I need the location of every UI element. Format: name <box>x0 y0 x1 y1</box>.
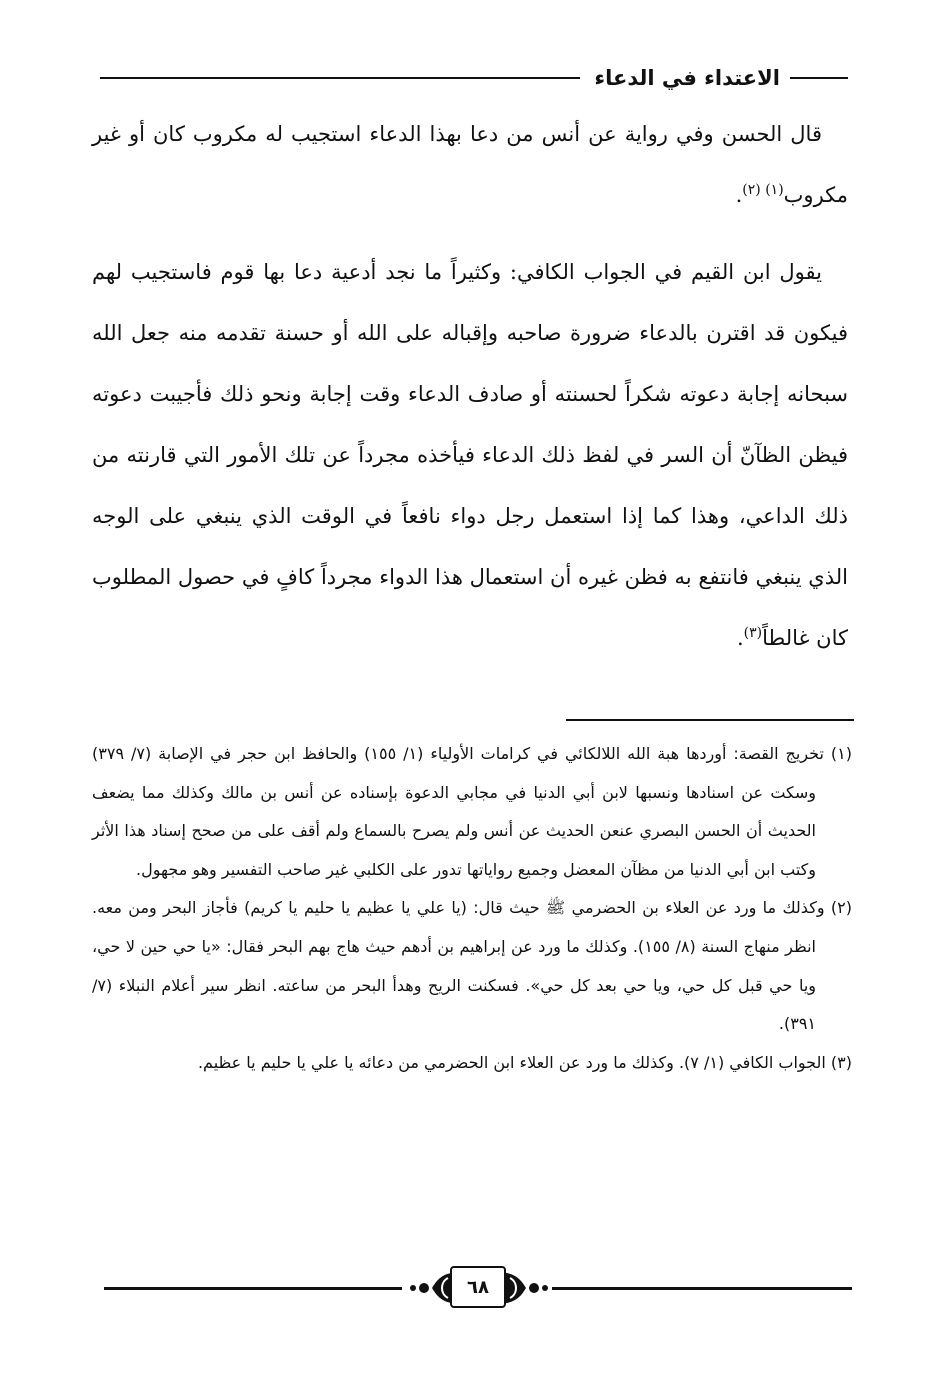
footer-rule-left <box>104 1287 402 1290</box>
main-text <box>92 104 848 669</box>
paragraph-1 <box>92 104 848 226</box>
footnote-2-label: (٢) <box>830 898 852 918</box>
footnote-2 <box>92 889 852 1043</box>
footer-rule-right <box>552 1287 852 1290</box>
paragraph-1-text: قال الحسن وفي رواية عن أنس من دعا بهذا الدعاء استجيب له مكروب كان أو غير مكروب <box>92 122 848 207</box>
footnote-3-text: الجواب الكافي (١/ ٧). وكذلك ما ورد عن العلاء ابن الحضرمي من دعائه يا علي يا حليم يا عظيم. <box>197 1052 826 1072</box>
paragraph-1-period: . <box>735 183 743 207</box>
footnote-separator <box>566 719 854 721</box>
page-number: ٦٨ <box>450 1266 506 1308</box>
footnote-1-text: تخريج القصة: أوردها هبة الله اللالكائي في كرامات الأولياء (١/ ١٥٥) والحافظ ابن حجر في الإصابة (٧/ ٣٧٩) وسكت عن اسنادها ونسبها لابن أبي الدنيا في مجابي الدعوة بإسناده عن أنس بن مالك وكذلك مما يضعف الحديث أن الحسن البصري عنعن الحديث عن أنس ولم يصرح بالسماع ولم أقف على من صحح إسناد هذا الأثر وكتب ابن أبي الدنيا من مظآن المعضل وجميع رواياتها تدور على الكلبي غير صاحب التفسير وهو مجهول. <box>92 744 824 879</box>
paragraph-2-text: يقول ابن القيم في الجواب الكافي: وكثيراً ما نجد أدعية دعا بها قوم فاستجيب لهم فيكون قد اقترن بالدعاء ضرورة صاحبه وإقباله على الله أو حسنة تقدمه منه جعل الله سبحانه إجابة دعوته شكراً لحسنته أو صادف الدعاء وقت إجابة ونحو ذلك فأجيبت دعوته فيظن الظآنّ أن السر في لفظ ذلك الدعاء فيأخذه مجرداً عن تلك الأمور التي قارنته من ذلك الداعي، وهذا كما إذا استعمل رجل دواء نافعاً في الوقت الذي ينبغي على الوجه الذي ينبغي فانتفع به فظن غيره أن استعمال هذا الدواء مجرداً كافٍ في حصول المطلوب كان غالطاً <box>92 260 848 650</box>
footnote-2-text: وكذلك ما ورد عن العلاء بن الحضرمي ﷺ حيث قال: (يا علي يا عظيم يا حليم يا كريم) فأجاز البحر ومن معه. انظر منهاج السنة (٨/ ١٥٥). وكذلك ما ورد عن إبراهيم بن أدهم حيث هاج بهم البحر فقال: «يا حي حين لا حي، ويا حي قبل كل حي، ويا حي بعد كل حي». فسكنت الريح وهدأ البحر من ساعته. انظر سير أعلام النبلاء (٧/ ٣٩١). <box>92 898 825 1034</box>
footnote-3 <box>92 1044 852 1083</box>
running-header <box>100 60 848 96</box>
paragraph-2 <box>92 242 848 669</box>
header-rule-right <box>790 77 848 79</box>
paragraph-2-period: . <box>736 626 744 650</box>
header-title: الاعتداء في الدعاء <box>594 66 780 90</box>
footnote-ref-3: (٣) <box>743 625 763 641</box>
footnote-ref-1-2: (١) (٢) <box>742 182 784 198</box>
footnote-3-label: (٣) <box>830 1052 852 1072</box>
page-footer <box>104 1264 852 1312</box>
footnote-1-label: (١) <box>830 744 852 763</box>
header-rule-left <box>100 77 580 79</box>
footnotes <box>92 735 852 1082</box>
footnote-1 <box>92 735 852 889</box>
